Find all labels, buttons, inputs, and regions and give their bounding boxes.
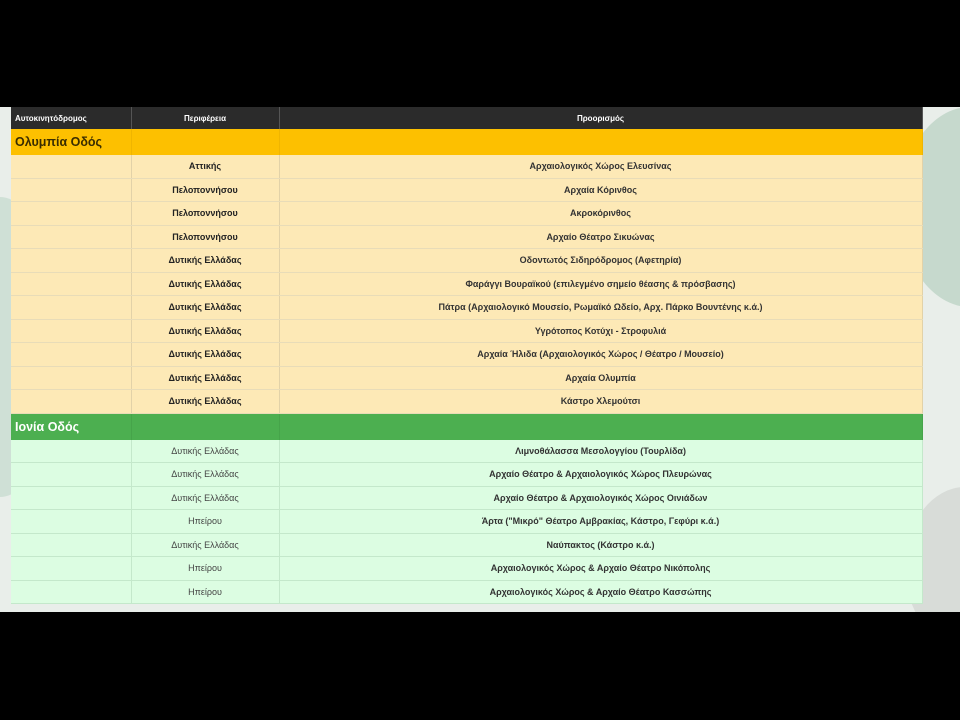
destination-cell: Αρχαίο Θέατρο Σικυώνας	[279, 225, 922, 249]
region-cell: Πελοποννήσου	[131, 225, 279, 249]
table-row	[11, 272, 922, 296]
destination-cell: Ακροκόρινθος	[279, 202, 922, 226]
region-cell: Δυτικής Ελλάδας	[131, 390, 279, 414]
region-cell: Δυτικής Ελλάδας	[131, 272, 279, 296]
table-row	[11, 296, 922, 320]
table-row	[11, 202, 922, 226]
group-label: Ιονία Οδός	[11, 413, 131, 440]
region-cell: Δυτικής Ελλάδας	[131, 249, 279, 273]
table-row	[11, 463, 922, 487]
table-row	[11, 249, 922, 273]
table-row	[11, 486, 922, 510]
table-row	[11, 510, 922, 534]
table-row	[11, 557, 922, 581]
table-row	[11, 580, 922, 604]
region-cell: Δυτικής Ελλάδας	[131, 486, 279, 510]
destination-cell: Άρτα ("Μικρό" Θέατρο Αμβρακίας, Κάστρο, Γεφύρι κ.ά.)	[279, 510, 922, 534]
table-row	[11, 178, 922, 202]
destination-cell: Αρχαία Ολυμπία	[279, 366, 922, 390]
destination-cell: Αρχαιολογικός Χώρος & Αρχαίο Θέατρο Κασσώπης	[279, 580, 922, 604]
region-cell: Δυτικής Ελλάδας	[131, 366, 279, 390]
destination-cell: Αρχαίο Θέατρο & Αρχαιολογικός Χώρος Πλευρώνας	[279, 463, 922, 487]
region-cell: Δυτικής Ελλάδας	[131, 463, 279, 487]
table-row	[11, 440, 922, 463]
region-cell: Ηπείρου	[131, 557, 279, 581]
destination-cell: Αρχαίο Θέατρο & Αρχαιολογικός Χώρος Οινιάδων	[279, 486, 922, 510]
region-cell: Πελοποννήσου	[131, 178, 279, 202]
region-cell: Δυτικής Ελλάδας	[131, 296, 279, 320]
destinations-table	[11, 107, 923, 604]
table-row	[11, 343, 922, 367]
destination-cell: Λιμνοθάλασσα Μεσολογγίου (Τουρλίδα)	[279, 440, 922, 463]
column-header-region: Περιφέρεια	[131, 107, 279, 129]
table-row	[11, 366, 922, 390]
column-header-destination: Προορισμός	[279, 107, 922, 129]
destination-cell: Αρχαιολογικός Χώρος & Αρχαίο Θέατρο Νικόπολης	[279, 557, 922, 581]
destination-cell: Κάστρο Χλεμούτσι	[279, 390, 922, 414]
group-row-ionia-odos	[11, 413, 922, 440]
table-row	[11, 533, 922, 557]
destination-cell: Οδοντωτός Σιδηρόδρομος (Αφετηρία)	[279, 249, 922, 273]
region-cell: Δυτικής Ελλάδας	[131, 319, 279, 343]
region-cell: Δυτικής Ελλάδας	[131, 343, 279, 367]
table-header-row	[11, 107, 922, 129]
table-row	[11, 319, 922, 343]
destination-cell: Ναύπακτος (Κάστρο κ.ά.)	[279, 533, 922, 557]
table-row	[11, 225, 922, 249]
destination-cell: Αρχαιολογικός Χώρος Ελευσίνας	[279, 155, 922, 178]
group-label: Ολυμπία Οδός	[11, 129, 131, 155]
destination-cell: Πάτρα (Αρχαιολογικό Μουσείο, Ρωμαϊκό Ωδείο, Αρχ. Πάρκο Βουντένης κ.ά.)	[279, 296, 922, 320]
region-cell: Ηπείρου	[131, 580, 279, 604]
table-row	[11, 390, 922, 414]
destination-cell: Αρχαία Κόρινθος	[279, 178, 922, 202]
destination-cell: Φαράγγι Βουραϊκού (επιλεγμένο σημείο θέασης & πρόσβασης)	[279, 272, 922, 296]
region-cell: Ηπείρου	[131, 510, 279, 534]
region-cell: Δυτικής Ελλάδας	[131, 533, 279, 557]
slide-frame	[0, 107, 960, 612]
region-cell: Αττικής	[131, 155, 279, 178]
region-cell: Πελοποννήσου	[131, 202, 279, 226]
destination-cell: Υγρότοπος Κοτύχι - Στροφυλιά	[279, 319, 922, 343]
column-header-motorway: Αυτοκινητόδρομος	[11, 107, 131, 129]
group-row-olympia-odos	[11, 129, 922, 155]
table-row	[11, 155, 922, 178]
destination-cell: Αρχαία Ήλιδα (Αρχαιολογικός Χώρος / Θέατρο / Μουσείο)	[279, 343, 922, 367]
region-cell: Δυτικής Ελλάδας	[131, 440, 279, 463]
